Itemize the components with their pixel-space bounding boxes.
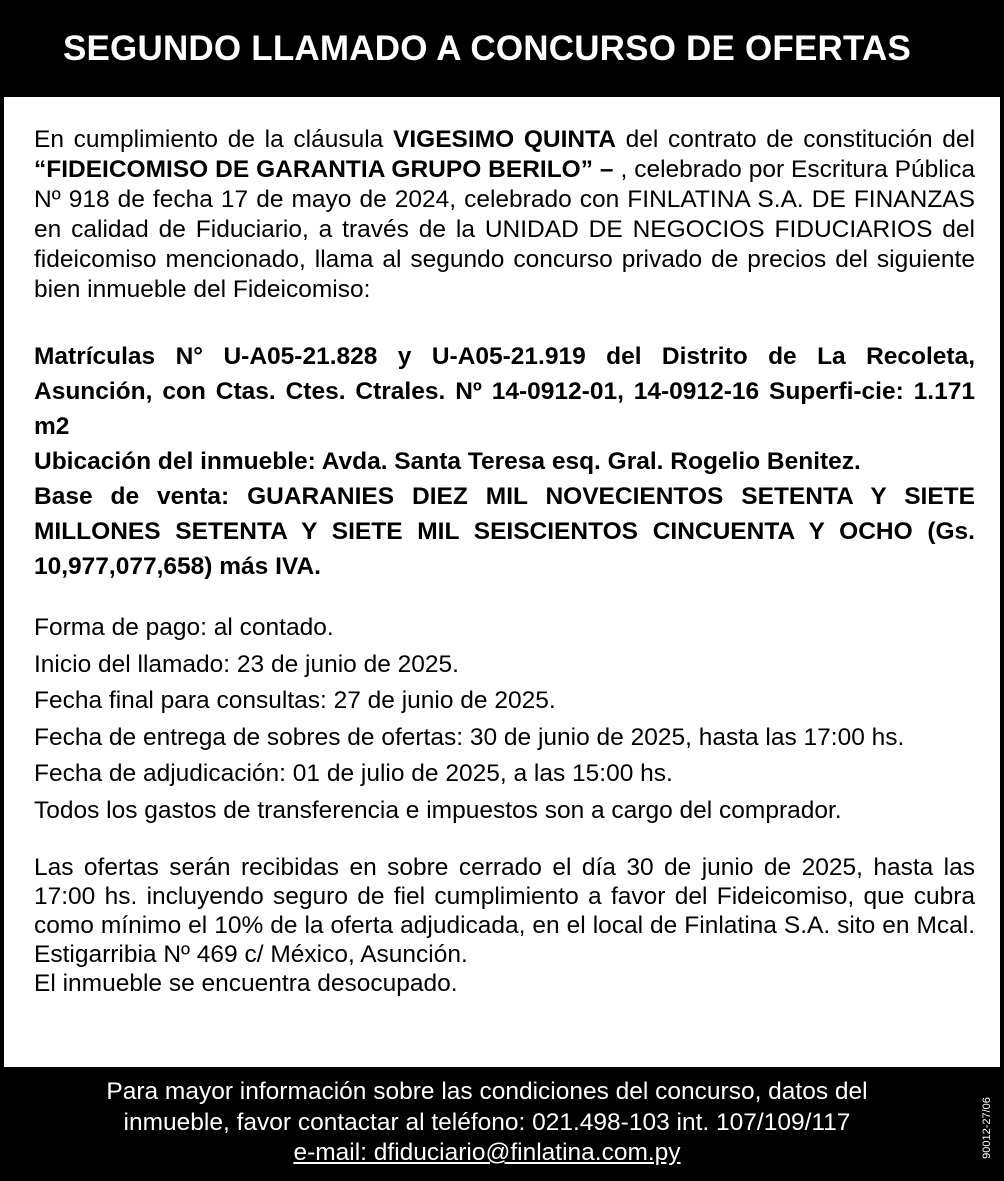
terms-list xyxy=(34,610,975,829)
property-registration: Matrículas N° U-A05-21.828 y U-A05-21.919 del Distrito de La Recoleta, Asunción, con Ctas. Ctes. Ctrales. Nº 14-0912-01, 14-0912-16 Superfi-cie: 1.171 m2 xyxy=(34,343,975,440)
ref-code-text: 90012-27/06 xyxy=(981,1096,993,1159)
intro-text-3: , celebrado por Escritura Pública Nº 918 de fecha 17 de mayo de 2024, celebrado con FINLATINA S.A. DE FINANZAS en calidad de Fiduciario, a través de la UNIDAD DE NEGOCIOS FIDUCIARIOS del fideicomiso mencionado, llama al segundo concurso privado de precios del siguiente bien inmueble del Fideicomiso: xyxy=(34,156,975,303)
term-start-date: Inicio del llamado: 23 de junio de 2025. xyxy=(34,650,459,678)
trust-name: “FIDEICOMISO DE GARANTIA GRUPO BERILO” – xyxy=(34,156,614,183)
contact-info xyxy=(0,1077,974,1169)
term-award-date: Fecha de adjudicación: 01 de julio de 2025, a las 15:00 hs. xyxy=(34,760,673,787)
property-location: Ubicación del inmueble: Avda. Santa Teresa esq. Gral. Rogelio Benitez. xyxy=(34,448,861,475)
page-title: SEGUNDO LLAMADO A CONCURSO DE OFERTAS xyxy=(62,29,912,68)
property-base-price: Base de venta: GUARANIES DIEZ MIL NOVECIENTOS SETENTA Y SIETE MILLONES SETENTA Y SIETE MIL SEISCIENTOS CINCUENTA Y OCHO (Gs. 10,977,077,658) más IVA. xyxy=(34,483,975,580)
contact-footer xyxy=(0,1067,1004,1181)
title-bar xyxy=(0,0,1004,97)
contact-line-2: inmueble, favor contactar al teléfono: 021.498-103 int. 107/109/117 xyxy=(123,1108,851,1136)
contact-line-1: Para mayor información sobre las condiciones del concurso, datos del xyxy=(106,1078,868,1105)
intro-paragraph xyxy=(34,125,975,305)
offers-paragraph xyxy=(34,853,975,998)
term-costs: Todos los gastos de transferencia e impuestos son a cargo del comprador. xyxy=(34,796,842,824)
intro-text-2: del contrato de constitución del xyxy=(615,126,975,153)
notice-content xyxy=(34,125,975,998)
term-payment: Forma de pago: al contado. xyxy=(34,614,334,641)
term-offer-delivery: Fecha de entrega de sobres de ofertas: 30 de junio de 2025, hasta las 17:00 hs. xyxy=(34,723,905,751)
term-consultation-deadline: Fecha final para consultas: 27 de junio de 2025. xyxy=(34,687,556,714)
intro-text-1: En cumplimiento de la cláusula xyxy=(34,126,393,153)
contact-email-link[interactable]: e-mail: dfiduciario@finlatina.com.py xyxy=(293,1139,681,1166)
publication-ref-code xyxy=(978,1080,996,1175)
offers-text: Las ofertas serán recibidas en sobre cerrado el día 30 de junio de 2025, hasta las 17:00 hs. incluyendo seguro de fiel cumplimiento a favor del Fideicomiso, que cubra como mínimo el 10% de la oferta adjudicada, en el local de Finlatina S.A. sito en Mcal. Estigarribia Nº 469 c/ México, Asunción. xyxy=(34,854,975,968)
vacancy-text: El inmueble se encuentra desocupado. xyxy=(34,970,458,997)
notice-body xyxy=(4,97,1000,1067)
clause-name: VIGESIMO QUINTA xyxy=(393,126,616,153)
property-details xyxy=(34,339,975,584)
